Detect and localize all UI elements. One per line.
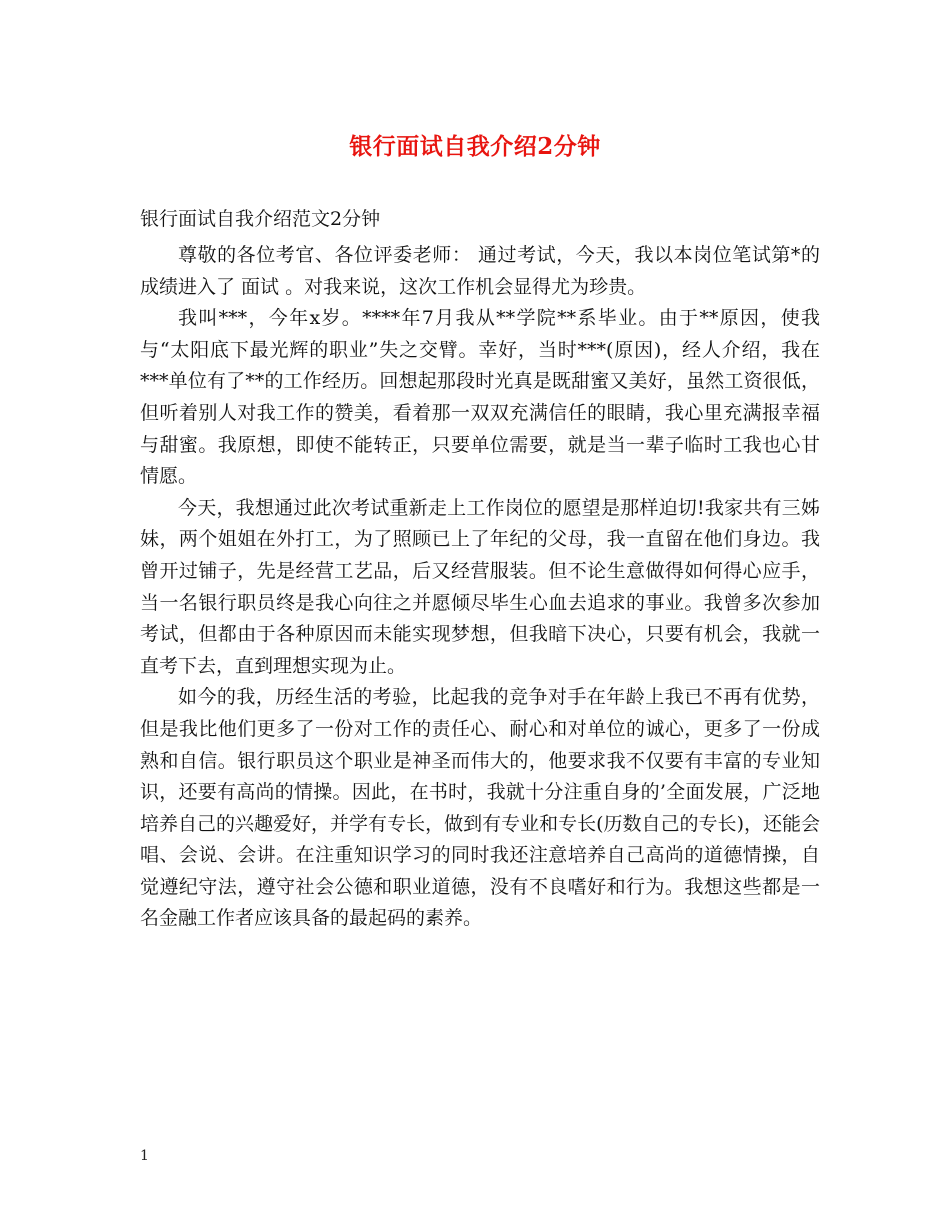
paragraph-3: 今天，我想通过此次考试重新走上工作岗位的愿望是那样迫切!我家共有三姊妹，两个姐姐在外打工，为了照顾已上了年纪的父母，我一直留在他们身边。我曾开过铺子，先是经营工艺品，后又经营服装。但不论生意做得如何得心应手，当一名银行职员终是我心向往之并愿倾尽毕生心血去追求的事业。我曾多次参加考试，但都由于各种原因而未能实现梦想，但我暗下决心，只要有机会，我就一直考下去，直到理想实现为止。 [140,496,820,677]
paragraph-2: 我叫***，今年x岁。****年7月我从**学院**系毕业。由于**原因，使我与“太阳底下最光辉的职业”失之交臂。幸好，当时***(原因)，经人介绍，我在***单位有了**的工作经历。回想起那段时光真是既甜蜜又美好，虽然工资很低，但听着别人对我工作的赞美，看着那一双双充满信任的眼睛，我心里充满报幸福与甜蜜。我原想，即使不能转正，只要单位需要，就是当一辈子临时工我也心甘情愿。 [140,307,820,488]
paragraph-4: 如今的我，历经生活的考验，比起我的竞争对手在年龄上我已不再有优势，但是我比他们更多了一份对工作的责任心、耐心和对单位的诚心，更多了一份成熟和自信。银行职员这个职业是神圣而伟大的，他要求我不仅要有丰富的专业知识，还要有高尚的情操。因此，在书时，我就十分注重自身的’全面发展，广泛地培养自己的兴趣爱好，并学有专长，做到有专业和专长(历数自己的专长)，还能会唱、会说、会讲。在注重知识学习的同时我还注意培养自己高尚的道德情操，自觉遵纪守法，遵守社会公德和职业道德，没有不良嗜好和行为。我想这些都是一名金融工作者应该具备的最起码的素养。 [140,686,820,930]
paragraph-1: 尊敬的各位考官、各位评委老师： 通过考试，今天，我以本岗位笔试第*的成绩进入了 面试 。对我来说，这次工作机会显得尤为珍贵。 [140,244,820,298]
page-number: 1 [140,1148,149,1164]
document-body [140,240,820,935]
document-subtitle: 银行面试自我介绍范文2分钟 [140,208,381,230]
document-title: 银行面试自我介绍2分钟 [349,133,601,160]
